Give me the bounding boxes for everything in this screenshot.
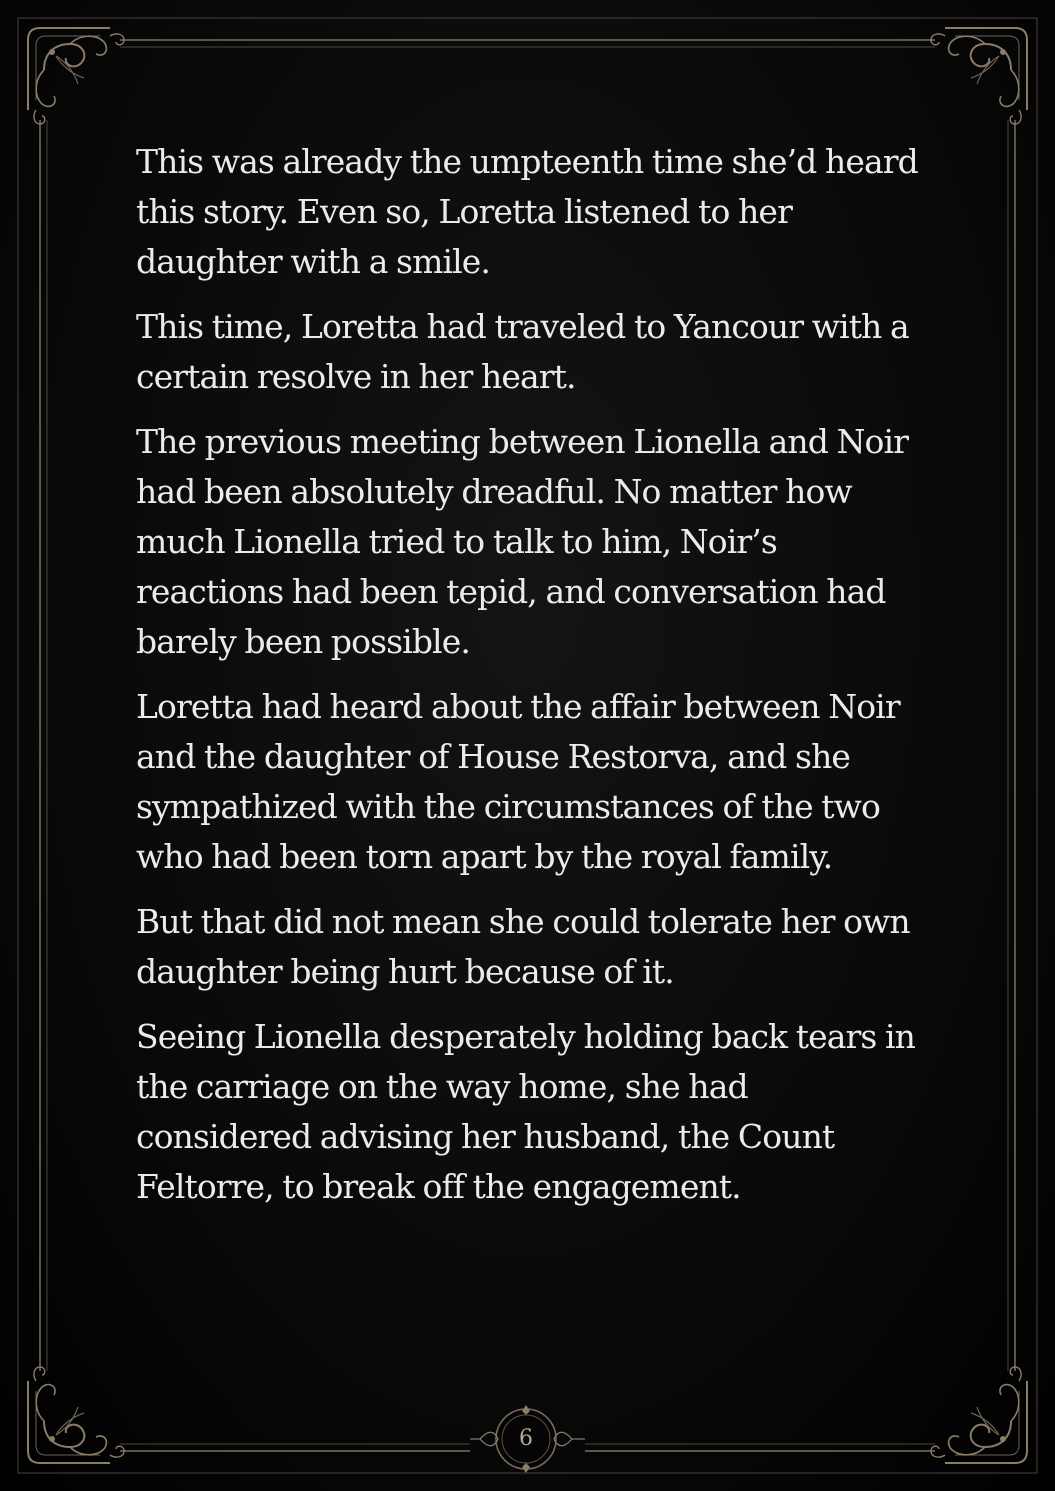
paragraph: Seeing Lionella desperately holding back tears in the carriage on the way home, she had considered advising her husband, the Count Feltorre, to break off the engagement. (136, 1017, 916, 1206)
corner-ornament-bottom-left (28, 1367, 124, 1463)
paragraph: This was already the umpteenth time she’d heard this story. Even so, Loretta listened to her daughter with a smile. (136, 142, 918, 281)
paragraph: Loretta had heard about the affair between Noir and the daughter of House Restorva, and she sympathized with the circumstances of the two who had been torn apart by the royal family. (136, 687, 900, 876)
corner-ornament-bottom-right (931, 1367, 1027, 1463)
paragraph: The previous meeting between Lionella and Noir had been absolutely dreadful. No matter how much Lionella tried to talk to him, Noir’s reactions had been tepid, and conversation had barely been possible. (136, 422, 909, 661)
paragraph: This time, Loretta had traveled to Yancour with a certain resolve in her heart. (136, 307, 909, 396)
corner-ornament-top-left (28, 28, 124, 124)
page-number: 6 (519, 1426, 533, 1451)
paragraph: But that did not mean she could tolerate her own daughter being hurt because of it. (136, 902, 910, 991)
corner-ornament-top-right (931, 28, 1027, 124)
body-text (136, 137, 926, 1227)
